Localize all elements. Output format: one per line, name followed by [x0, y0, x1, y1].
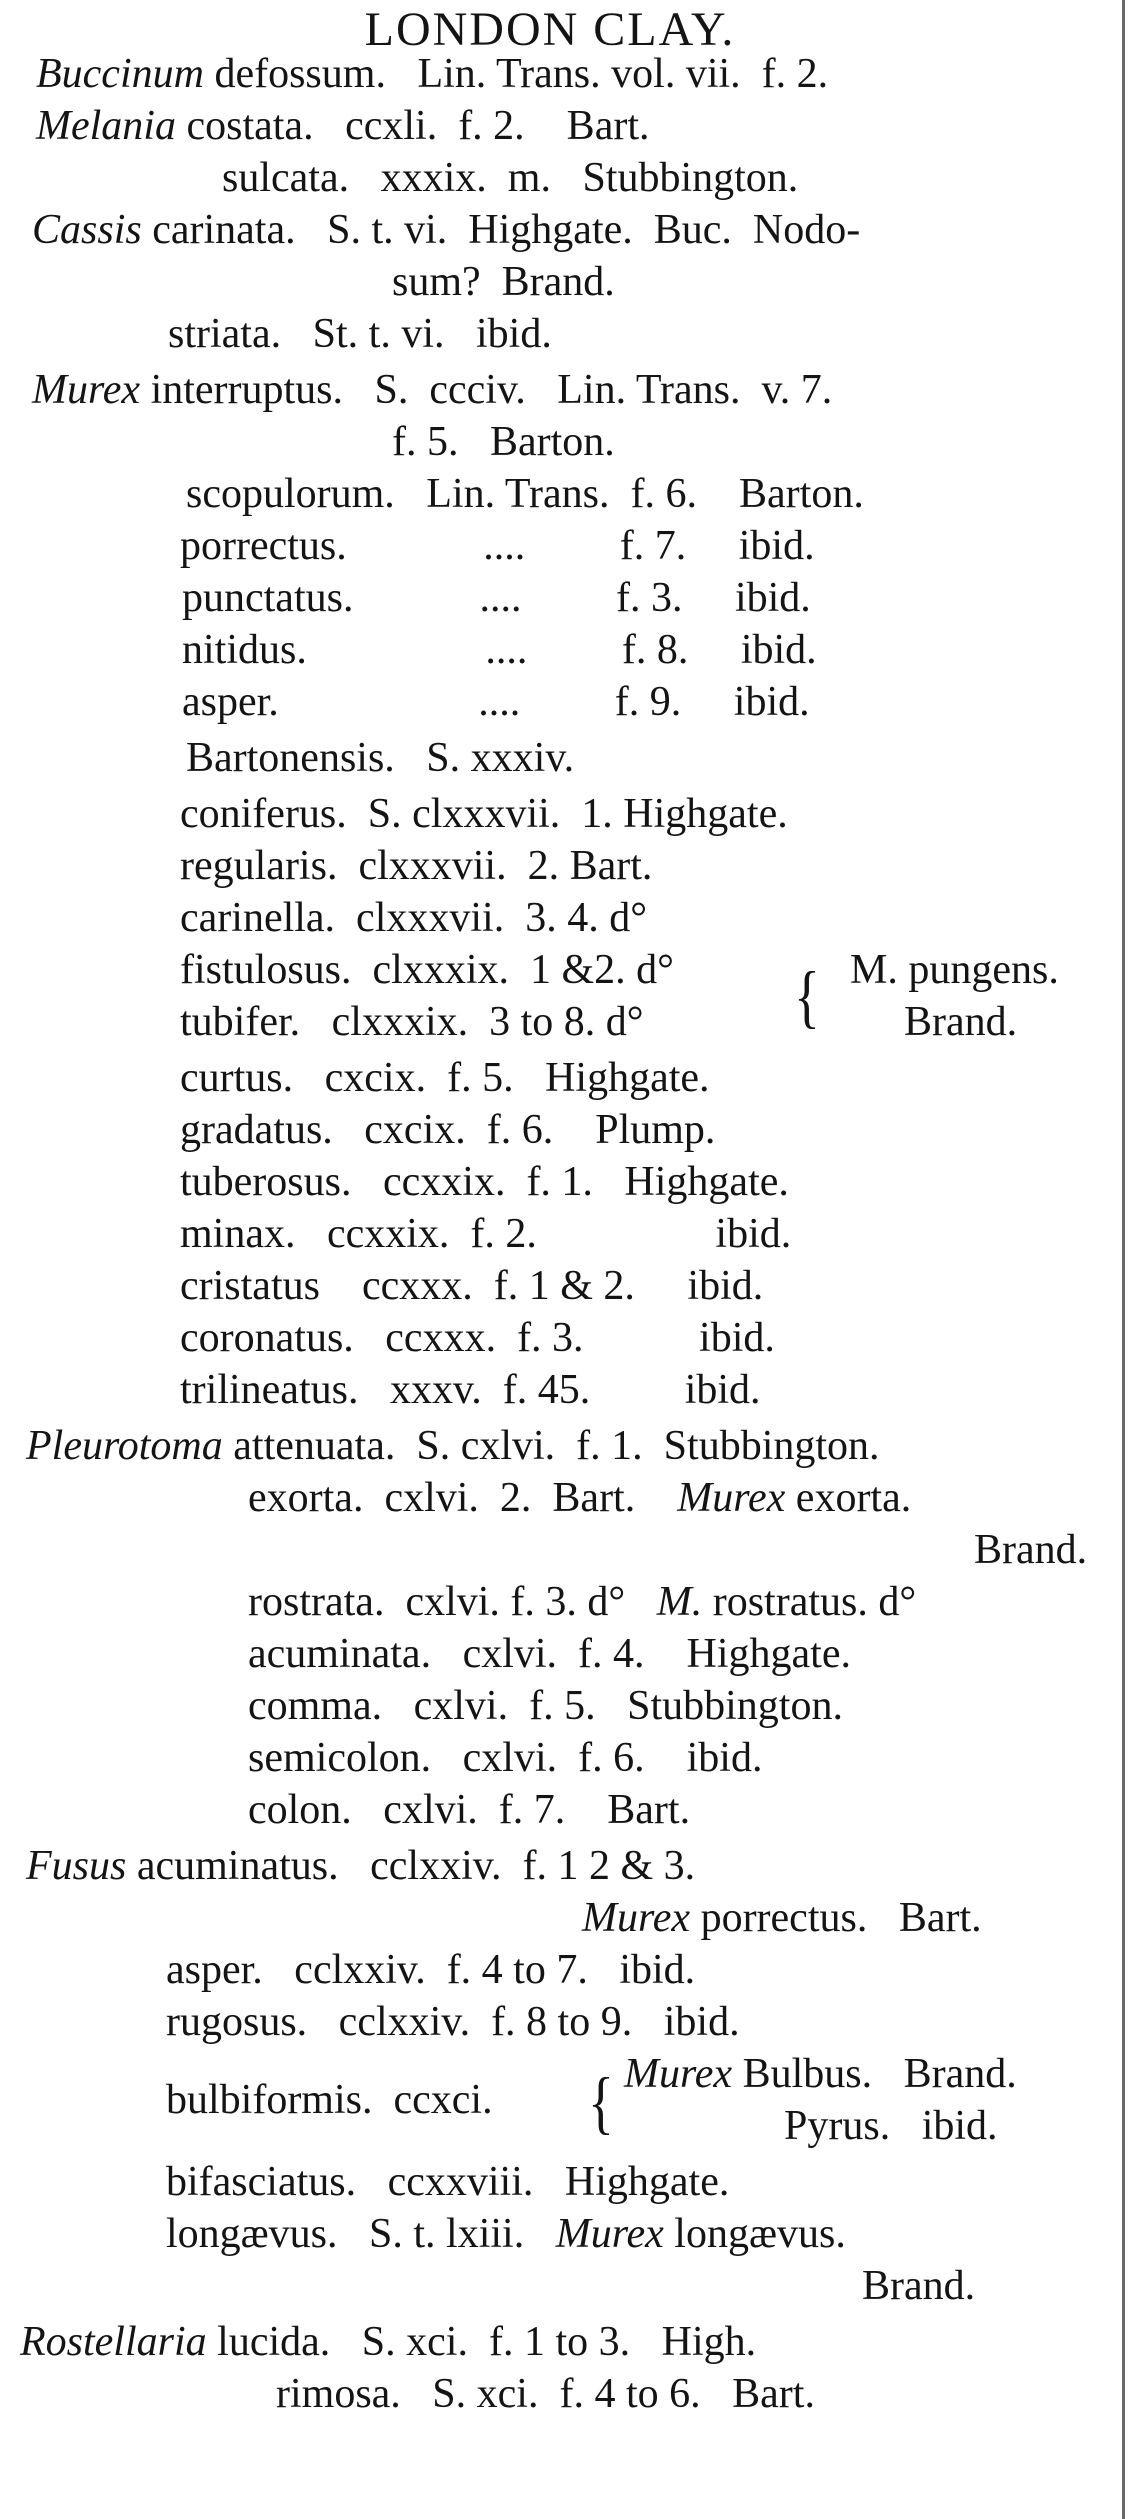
entry-pleurotoma-colon	[248, 1784, 690, 1836]
entry-fusus-bulbiformis	[166, 2074, 493, 2126]
entry-buccinum-defossum	[36, 48, 828, 100]
entry-murex-coronatus	[180, 1312, 775, 1364]
entry-text: regularis. clxxxvii. 2. Bart.	[180, 843, 653, 889]
entry-pleurotoma-comma	[248, 1680, 843, 1732]
entry-rostellaria-rimosa	[276, 2368, 815, 2420]
entry-pleurotoma-exorta-cont	[974, 1524, 1087, 1576]
entry-text: rostrata. cxlvi. f. 3. d°	[248, 1579, 657, 1625]
genus-name: Murex	[677, 1475, 786, 1521]
entry-text: lucida. S. xci. f. 1 to 3. High.	[206, 2319, 757, 2365]
entry-murex-cristatus	[180, 1260, 763, 1312]
entry-fusus-asper	[166, 1944, 695, 1996]
entry-murex-tubifer-note	[904, 996, 1017, 1048]
entry-text: acuminata. cxlvi. f. 4. Highgate.	[248, 1631, 851, 1677]
brace-murex-pungens: {	[794, 957, 820, 1035]
entry-murex-interruptus-cont	[392, 416, 615, 468]
entry-text: longævus.	[663, 2211, 846, 2257]
entry-murex-scopulorum	[186, 468, 864, 520]
genus-name: M.	[656, 1579, 703, 1625]
genus-name: Murex	[555, 2211, 664, 2257]
entry-murex-nitidus	[182, 624, 817, 676]
entry-text: rugosus. cclxxiv. f. 8 to 9. ibid.	[166, 1999, 740, 2045]
entry-text: scopulorum. Lin. Trans. f. 6. Barton.	[186, 471, 864, 517]
entry-murex-trilineatus	[180, 1364, 761, 1416]
entry-text: minax. ccxxix. f. 2. ibid.	[180, 1211, 792, 1257]
entry-murex-coniferus	[180, 788, 788, 840]
entry-pleurotoma-attenuata	[26, 1420, 880, 1472]
entry-pleurotoma-acuminata	[248, 1628, 851, 1680]
entry-text: Bulbus. Brand.	[732, 2051, 1017, 2097]
entry-cassis-carinata-cont	[392, 256, 615, 308]
entry-murex-carinella	[180, 892, 647, 944]
entry-melania-costata	[36, 100, 650, 152]
entry-murex-curtus	[180, 1052, 710, 1104]
entry-melania-sulcata	[222, 152, 798, 204]
entry-murex-porrectus	[180, 520, 815, 572]
entry-pleurotoma-rostrata	[248, 1576, 916, 1628]
brace-murex-bulbus-pyrus: {	[588, 2063, 614, 2141]
entry-text: fistulosus. clxxxix. 1 &2. d°	[180, 947, 674, 993]
entry-text: gradatus. cxcix. f. 6. Plump.	[180, 1107, 716, 1153]
entry-text: Brand.	[974, 1527, 1088, 1573]
entry-fusus-acuminatus	[26, 1840, 695, 1892]
entry-text: acuminatus. cclxxiv. f. 1 2 & 3.	[126, 1843, 696, 1889]
entry-text: curtus. cxcix. f. 5. Highgate.	[180, 1055, 710, 1101]
entry-fusus-bulbiformis-note2	[784, 2100, 998, 2152]
entry-text: defossum. Lin. Trans. vol. vii. f. 2.	[203, 51, 829, 97]
genus-name: Murex	[32, 367, 141, 413]
entry-text: M. pungens.	[850, 947, 1059, 993]
genus-name: Buccinum	[36, 51, 204, 97]
page-title: LONDON CLAY.	[364, 3, 736, 56]
genus-name: Rostellaria	[20, 2319, 207, 2365]
entry-fusus-rugosus	[166, 1996, 740, 2048]
entry-text: bifasciatus. ccxxviii. Highgate.	[166, 2159, 730, 2205]
genus-name: Cassis	[32, 207, 142, 253]
entry-text: carinella. clxxxvii. 3. 4. d°	[180, 895, 648, 941]
entry-murex-asper	[182, 676, 810, 728]
entry-text: tubifer. clxxxix. 3 to 8. d°	[180, 999, 644, 1045]
entry-text: trilineatus. xxxv. f. 45. ibid.	[180, 1367, 761, 1413]
entry-murex-regularis	[180, 840, 652, 892]
genus-name: Fusus	[26, 1843, 127, 1889]
entry-text: rostratus. d°	[702, 1579, 917, 1625]
entry-text: longævus. S. t. lxiii.	[166, 2211, 556, 2257]
page-edge-rule	[1122, 0, 1125, 2519]
entry-text: carinata. S. t. vi. Highgate. Buc. Nodo-	[141, 207, 861, 253]
entry-text: exorta. cxlvi. 2. Bart.	[248, 1475, 678, 1521]
entry-text: asper. cclxxiv. f. 4 to 7. ibid.	[166, 1947, 696, 1993]
entry-text: coniferus. S. clxxxvii. 1. Highgate.	[180, 791, 788, 837]
entry-fusus-acuminatus-cont	[582, 1892, 982, 1944]
entry-text: costata. ccxli. f. 2. Bart.	[175, 103, 650, 149]
entry-text: rimosa. S. xci. f. 4 to 6. Bart.	[276, 2371, 815, 2417]
entry-cassis-striata	[168, 308, 552, 360]
entry-cassis-carinata	[32, 204, 860, 256]
entry-murex-tuberosus	[180, 1156, 789, 1208]
entry-murex-gradatus	[180, 1104, 715, 1156]
entry-fusus-longaevus	[166, 2208, 846, 2260]
entry-text: porrectus. Bart.	[690, 1895, 982, 1941]
entry-text: striata. St. t. vi. ibid.	[168, 311, 552, 357]
entry-text: interruptus. S. ccciv. Lin. Trans. v. 7.	[140, 367, 833, 413]
entry-text: bulbiformis. ccxci.	[166, 2077, 493, 2123]
entry-text: Brand.	[904, 999, 1018, 1045]
genus-name: Murex	[624, 2051, 733, 2097]
entry-text: comma. cxlvi. f. 5. Stubbington.	[248, 1683, 843, 1729]
entry-text: punctatus. .... f. 3. ibid.	[182, 575, 811, 621]
entry-text: semicolon. cxlvi. f. 6. ibid.	[248, 1735, 763, 1781]
entry-fusus-longaevus-cont	[862, 2260, 975, 2312]
entry-murex-minax	[180, 1208, 791, 1260]
entry-text: porrectus. .... f. 7. ibid.	[180, 523, 815, 569]
entry-text: attenuata. S. cxlvi. f. 1. Stubbington.	[222, 1423, 880, 1469]
genus-name: Melania	[36, 103, 176, 149]
entry-murex-tubifer	[180, 996, 644, 1048]
entry-pleurotoma-semicolon	[248, 1732, 762, 1784]
entry-fusus-bifasciatus	[166, 2156, 729, 2208]
entry-murex-punctatus	[182, 572, 811, 624]
entry-murex-interruptus	[32, 364, 832, 416]
entry-text: nitidus. .... f. 8. ibid.	[182, 627, 817, 673]
entry-text: f. 5. Barton.	[392, 419, 615, 465]
entry-rostellaria-lucida	[20, 2316, 756, 2368]
entry-text: Brand.	[862, 2263, 976, 2309]
entry-text: coronatus. ccxxx. f. 3. ibid.	[180, 1315, 775, 1361]
entry-text: Pyrus. ibid.	[784, 2103, 998, 2149]
entry-murex-bartonensis	[186, 732, 574, 784]
entry-text: asper. .... f. 9. ibid.	[182, 679, 810, 725]
entry-text: tuberosus. ccxxix. f. 1. Highgate.	[180, 1159, 789, 1205]
entry-pleurotoma-exorta	[248, 1472, 911, 1524]
entry-text: cristatus ccxxx. f. 1 & 2. ibid.	[180, 1263, 764, 1309]
entry-murex-fistulosus	[180, 944, 674, 996]
entry-text: sum? Brand.	[392, 259, 615, 305]
genus-name: Pleurotoma	[26, 1423, 223, 1469]
entry-text: Bartonensis. S. xxxiv.	[186, 735, 575, 781]
entry-text: colon. cxlvi. f. 7. Bart.	[248, 1787, 691, 1833]
genus-name: Murex	[582, 1895, 691, 1941]
entry-text: sulcata. xxxix. m. Stubbington.	[222, 155, 799, 201]
entry-murex-fistulosus-note	[850, 944, 1059, 996]
entry-fusus-bulbiformis-note1	[624, 2048, 1017, 2100]
entry-text: exorta.	[785, 1475, 912, 1521]
